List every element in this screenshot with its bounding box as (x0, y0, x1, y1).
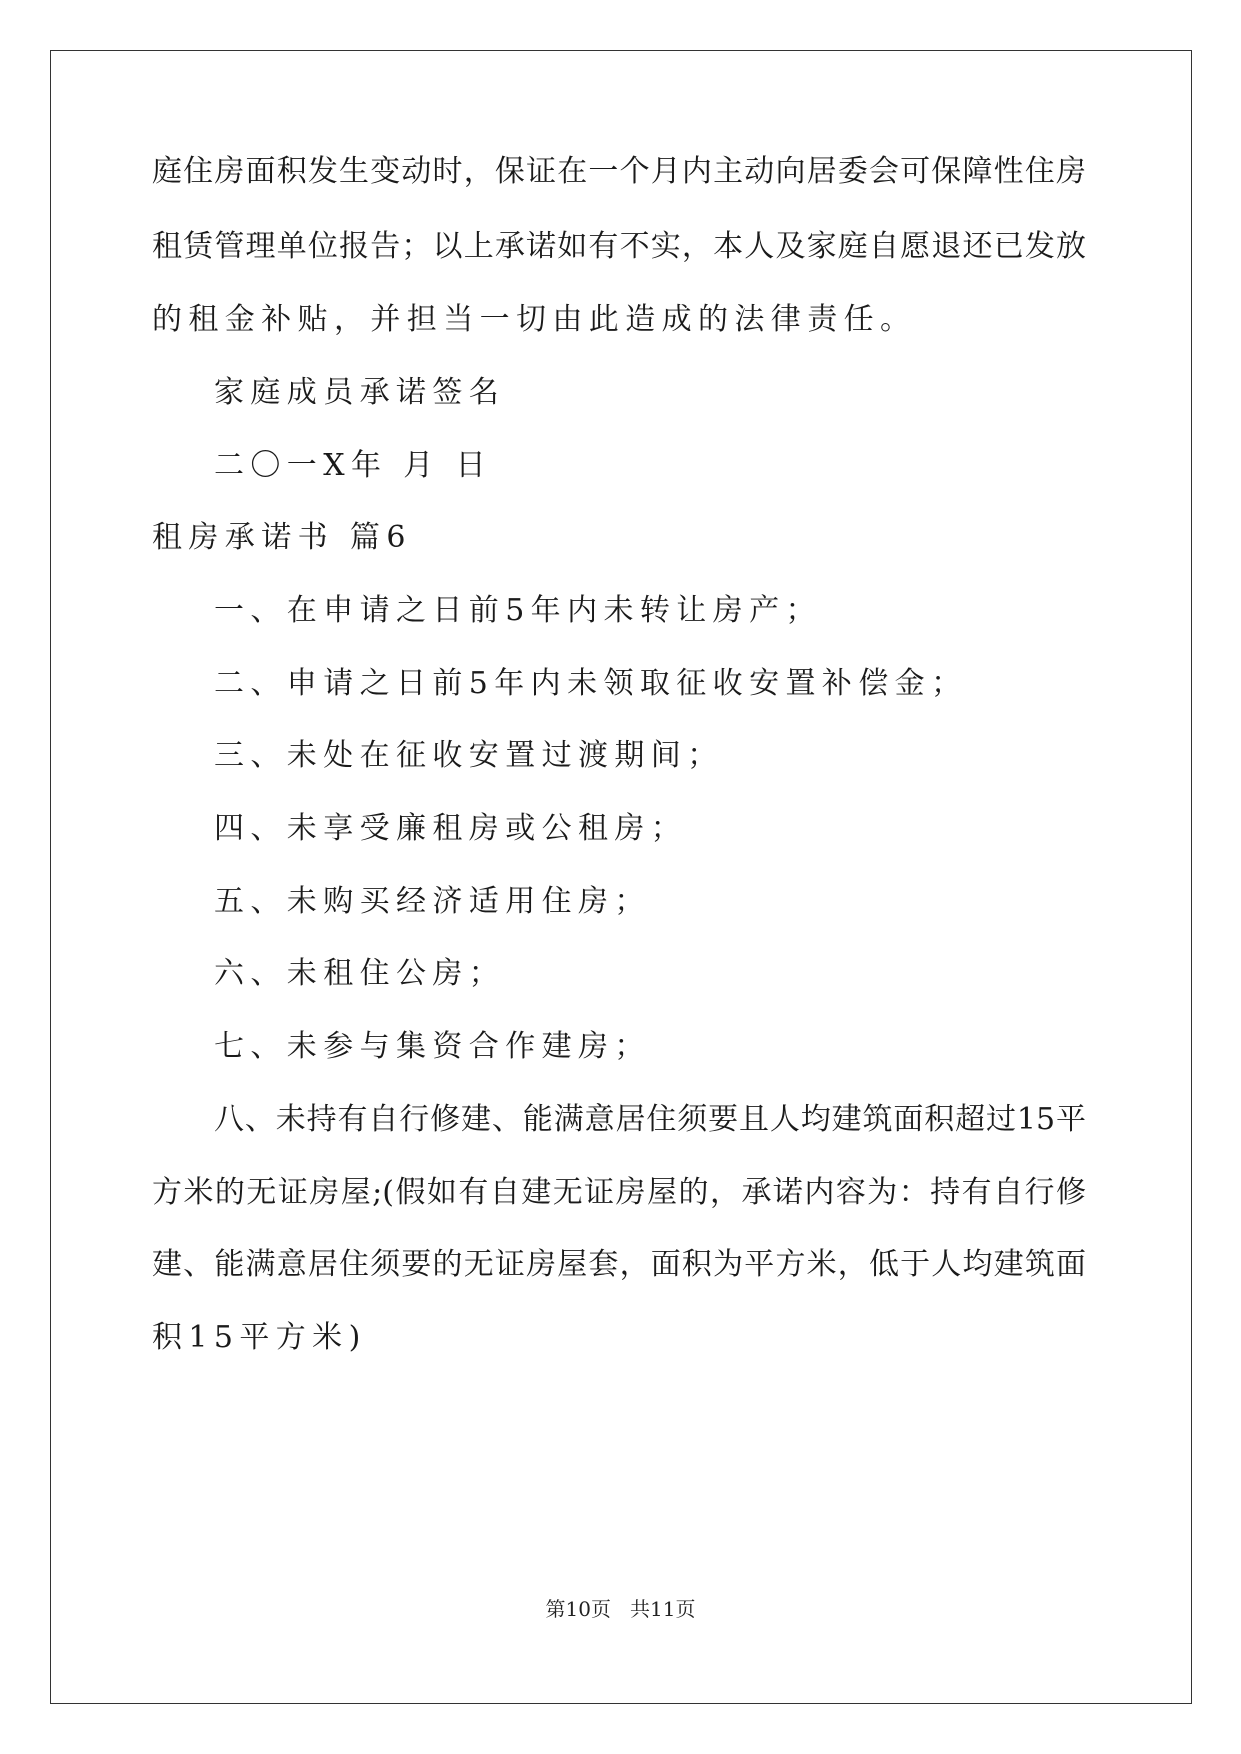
page-number: 第10页 (545, 1597, 611, 1621)
signature-label: 家庭成员承诺签名 (214, 375, 506, 410)
text-line: 的租金补贴，并担当一切由此造成的法律责任。 (152, 302, 917, 337)
page-border (50, 50, 1192, 1704)
list-item: 四、未享受廉租房或公租房； (214, 811, 688, 846)
date-line: 二〇一X年 月 日 (214, 448, 493, 483)
text-line: 租赁管理单位报告；以上承诺如有不实，本人及家庭自愿退还已发放 (152, 229, 1086, 264)
list-item: 七、未参与集资合作建房； (214, 1029, 651, 1064)
page-total: 共11页 (630, 1597, 696, 1621)
list-item: 六、未租住公房； (214, 956, 506, 991)
page-footer (0, 1596, 1241, 1622)
list-item: 一、在申请之日前5年内未转让房产； (214, 593, 822, 628)
section-heading: 租房承诺书 篇6 (152, 520, 412, 555)
text-line: 积15平方米) (152, 1320, 367, 1355)
list-item: 八、未持有自行修建、能满意居住须要且人均建筑面积超过15平 (214, 1102, 1086, 1137)
list-item: 五、未购买经济适用住房； (214, 884, 651, 919)
list-item: 三、未处在征收安置过渡期间； (214, 738, 724, 773)
text-line: 庭住房面积发生变动时，保证在一个月内主动向居委会可保障性住房 (152, 154, 1086, 189)
text-line: 方米的无证房屋;(假如有自建无证房屋的，承诺内容为：持有自行修 (152, 1175, 1086, 1210)
list-item: 二、申请之日前5年内未领取征收安置补偿金； (214, 666, 968, 701)
text-line: 建、能满意居住须要的无证房屋套，面积为平方米，低于人均建筑面 (152, 1247, 1086, 1282)
